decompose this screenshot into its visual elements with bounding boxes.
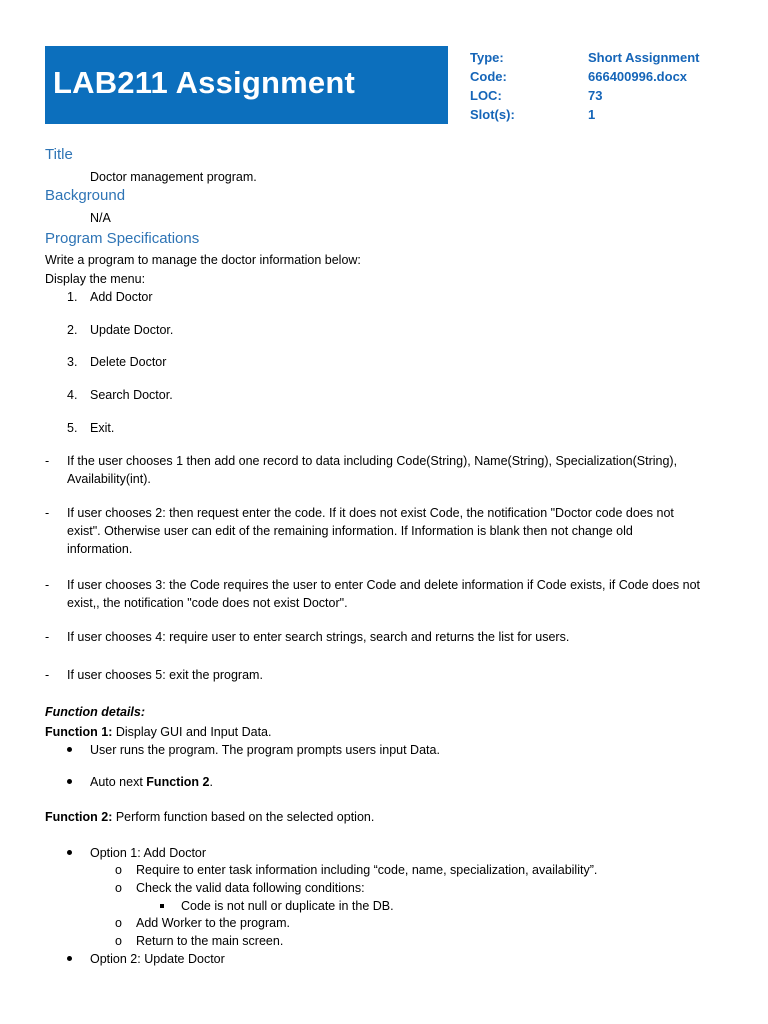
function-1-bullet-2-post: . xyxy=(209,775,213,789)
rule-dash: - xyxy=(45,506,50,520)
bullet-icon xyxy=(67,956,72,961)
menu-item-delete: Delete Doctor xyxy=(90,355,167,369)
function-1-text: Display GUI and Input Data. xyxy=(112,725,272,739)
background-heading: Background xyxy=(45,187,126,204)
option-1-sub-sub-1: Code is not null or duplicate in the DB. xyxy=(181,899,394,913)
rule-2-line-3: information. xyxy=(67,542,133,556)
function-1-bullet-2-pre: Auto next xyxy=(90,775,147,789)
header-banner xyxy=(45,46,448,124)
option-1-sub-3: Add Worker to the program. xyxy=(136,916,291,930)
background-text: N/A xyxy=(90,211,111,225)
circle-bullet-icon: o xyxy=(115,863,122,877)
function-details-heading: Function details: xyxy=(45,705,145,719)
meta-slot-value: 1 xyxy=(588,107,596,122)
square-bullet-icon xyxy=(160,904,164,908)
bullet-icon xyxy=(67,747,72,752)
rule-4-line-1: If user chooses 4: require user to enter search strings, search and returns the list for users. xyxy=(67,630,570,644)
menu-item-num: 5. xyxy=(67,421,78,435)
bullet-icon xyxy=(67,779,72,784)
option-1-sub-4: Return to the main screen. xyxy=(136,934,284,948)
menu-item-num: 3. xyxy=(67,355,78,369)
meta-code-value: 666400996.docx xyxy=(588,69,688,84)
rule-1-line-1: If the user chooses 1 then add one record to data including Code(String), Name(String), Specialization(String), xyxy=(67,454,678,468)
function-1-bullet-1: User runs the program. The program prompts users input Data. xyxy=(90,743,440,757)
menu-item-exit: Exit. xyxy=(90,421,115,435)
meta-type-value: Short Assignment xyxy=(588,50,700,65)
rule-3-line-2: exist,, the notification "code does not exist Doctor". xyxy=(67,596,348,610)
rule-1-line-2: Availability(int). xyxy=(67,472,151,486)
option-1-sub-1: Require to enter task information including “code, name, specialization, availability”. xyxy=(136,863,598,877)
rule-dash: - xyxy=(45,630,50,644)
option-1: Option 1: Add Doctor xyxy=(90,846,207,860)
bullet-icon xyxy=(67,850,72,855)
rule-dash: - xyxy=(45,668,50,682)
rule-dash: - xyxy=(45,454,50,468)
meta-loc-label: LOC: xyxy=(470,88,502,103)
function-1-bullet-2 xyxy=(90,773,213,791)
option-2: Option 2: Update Doctor xyxy=(90,952,225,966)
function-1-label: Function 1: xyxy=(45,725,113,739)
meta-code-label: Code: xyxy=(470,69,507,84)
function-2-text: Perform function based on the selected option. xyxy=(112,810,375,824)
menu-item-num: 2. xyxy=(67,323,78,337)
rule-3-line-1: If user chooses 3: the Code requires the user to enter Code and delete information if Code exists, if Code does not xyxy=(67,578,701,592)
function-2-label: Function 2: xyxy=(45,810,113,824)
function-2-line xyxy=(45,808,374,826)
circle-bullet-icon: o xyxy=(115,916,122,930)
function-1-line xyxy=(45,723,271,741)
menu-item-add: Add Doctor xyxy=(90,290,153,304)
menu-item-num: 4. xyxy=(67,388,78,402)
menu-intro: Display the menu: xyxy=(45,272,146,286)
specs-intro: Write a program to manage the doctor information below: xyxy=(45,253,361,267)
circle-bullet-icon: o xyxy=(115,934,122,948)
menu-item-update: Update Doctor. xyxy=(90,323,174,337)
circle-bullet-icon: o xyxy=(115,881,122,895)
rule-2-line-2: exist". Otherwise user can edit of the remaining information. If Information is blank then not change old xyxy=(67,524,633,538)
function-2-ref: Function 2 xyxy=(146,775,210,789)
document-title: LAB211 Assignment xyxy=(53,65,356,100)
title-text: Doctor management program. xyxy=(90,170,257,184)
meta-slot-label: Slot(s): xyxy=(470,107,515,122)
menu-item-search: Search Doctor. xyxy=(90,388,173,402)
meta-type-label: Type: xyxy=(470,50,504,65)
rule-5-line-1: If user chooses 5: exit the program. xyxy=(67,668,263,682)
meta-loc-value: 73 xyxy=(588,88,603,103)
rule-2-line-1: If user chooses 2: then request enter the code. If it does not exist Code, the notification "Doctor code does not xyxy=(67,506,674,520)
title-heading: Title xyxy=(45,146,73,163)
option-1-sub-2: Check the valid data following conditions: xyxy=(136,881,365,895)
specs-heading: Program Specifications xyxy=(45,230,200,247)
menu-item-num: 1. xyxy=(67,290,78,304)
rule-dash: - xyxy=(45,578,50,592)
